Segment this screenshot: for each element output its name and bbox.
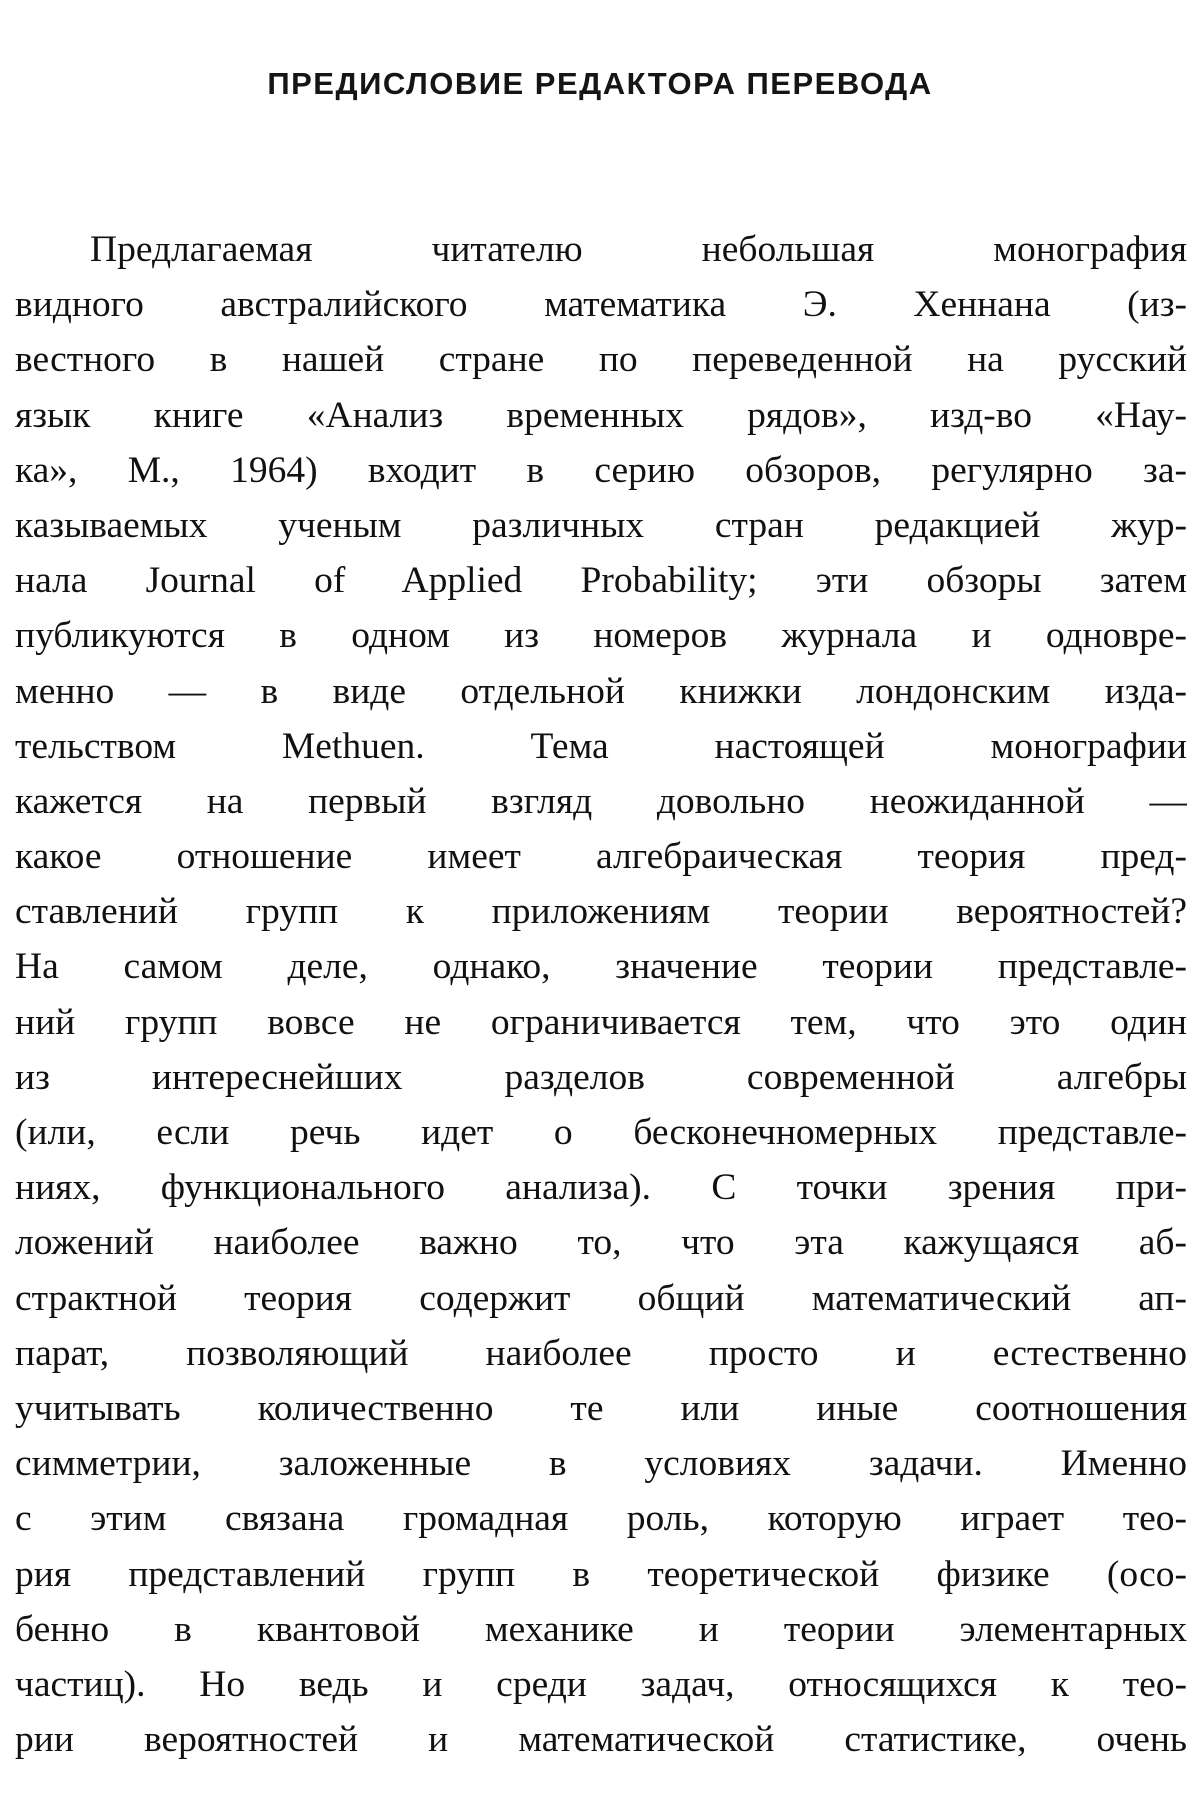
text-line: публикуются в одном из номеров журнала и одновре- (15, 615, 1187, 657)
text-line: нала Journal of Applied Probability; эти обзоры затем (15, 560, 1187, 602)
text-line: тельством Methuen. Тема настоящей монографии (15, 725, 1187, 767)
text-line: менно — в виде отдельной книжки лондонским изда- (15, 670, 1187, 712)
text-line: (или, если речь идет о бесконечномерных представле- (15, 1112, 1187, 1153)
text-line: Предлагаемая читателю небольшая монография (90, 229, 1187, 270)
text-line: видного австралийского математика Э. Хеннана (из- (15, 284, 1187, 326)
text-line: из интереснейших разделов современной алгебры (15, 1056, 1187, 1098)
text-line: рия представлений групп в теоретической физике (осо- (15, 1553, 1187, 1595)
text-line: ка», М., 1964) входит в серию обзоров, регулярно за- (15, 449, 1187, 491)
body-paragraph (15, 222, 1187, 1767)
page-heading: ПРЕДИСЛОВИЕ РЕДАКТОРА ПЕРЕВОДА (267, 66, 933, 101)
text-line: рии вероятностей и математической статистике, очень (15, 1719, 1187, 1761)
text-line: ложений наиболее важно то, что эта кажущаяся аб- (15, 1222, 1187, 1264)
text-line: бенно в квантовой механике и теории элементарных (15, 1608, 1187, 1650)
text-line: казываемых ученым различных стран редакцией жур- (15, 504, 1187, 546)
text-line: с этим связана громадная роль, которую играет тео- (15, 1498, 1187, 1540)
text-line: язык книге «Анализ временных рядов», изд-во «Нау- (15, 394, 1187, 436)
text-line: парат, позволяющий наиболее просто и естественно (15, 1332, 1187, 1374)
text-line: частиц). Но ведь и среди задач, относящихся к тео- (15, 1663, 1187, 1705)
text-line: ставлений групп к приложениям теории вероятностей? (15, 891, 1187, 933)
text-line: ниях, функционального анализа). С точки зрения при- (15, 1167, 1187, 1209)
text-line: страктной теория содержит общий математический ап- (15, 1277, 1187, 1319)
text-line: симметрии, заложенные в условиях задачи. Именно (15, 1443, 1187, 1485)
text-line: какое отношение имеет алгебраическая теория пред- (15, 836, 1187, 878)
text-line: На самом деле, однако, значение теории представле- (15, 946, 1187, 988)
text-line: вестного в нашей стране по переведенной на русский (15, 339, 1187, 381)
text-line: кажется на первый взгляд довольно неожиданной — (15, 780, 1187, 822)
text-line: учитывать количественно те или иные соотношения (15, 1387, 1187, 1429)
text-line: ний групп вовсе не ограничивается тем, что это один (15, 1001, 1187, 1043)
